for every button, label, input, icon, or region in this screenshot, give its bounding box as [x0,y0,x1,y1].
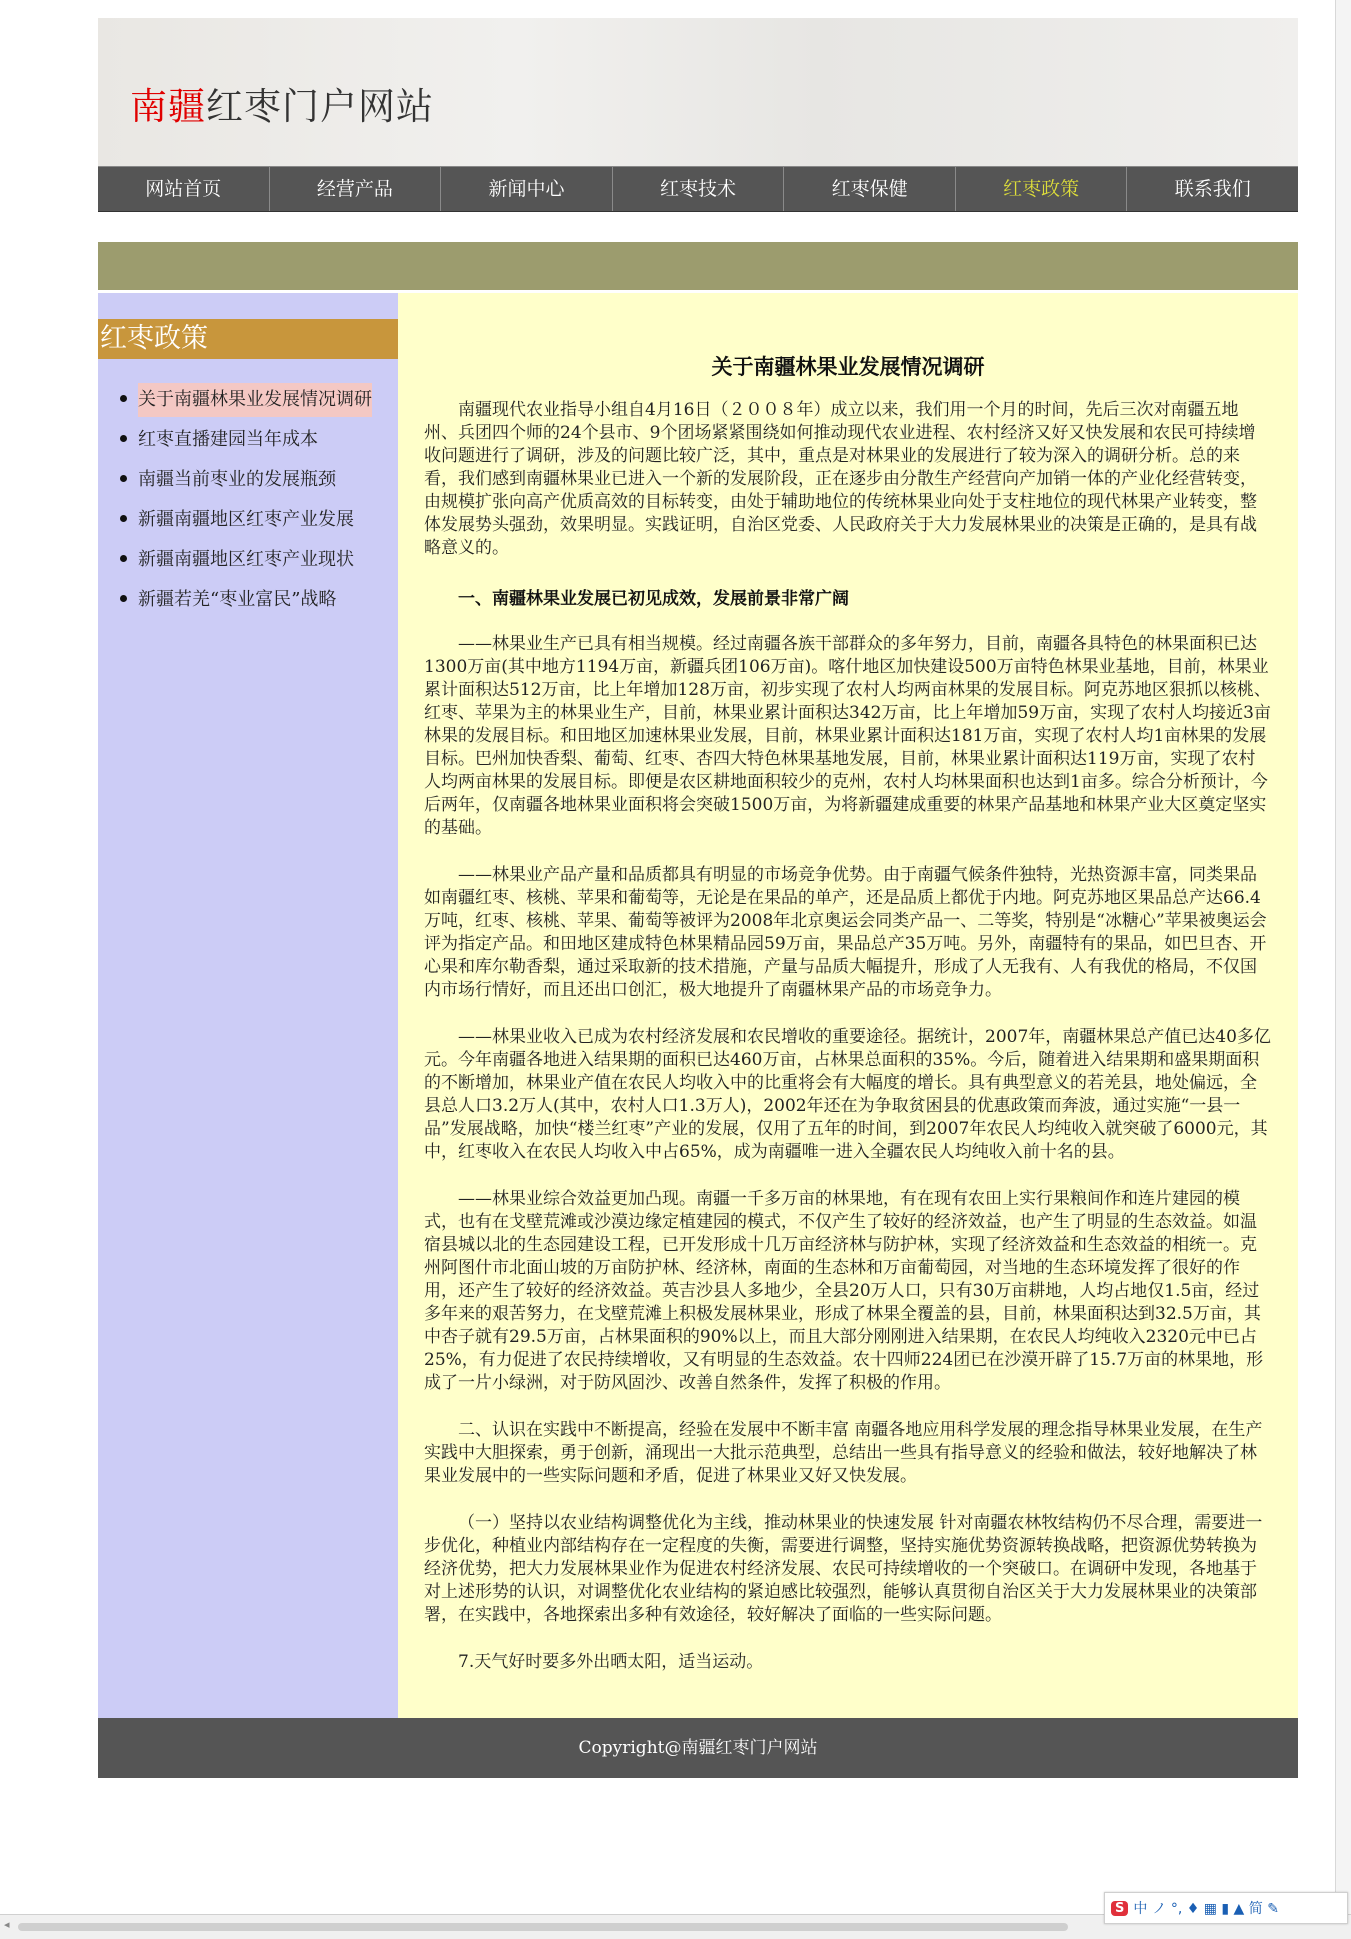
sidebar-title: 红枣政策 [98,319,398,359]
main-layout [98,293,1298,1718]
logo-text: 红枣门户网站 [206,85,434,128]
article-paragraph: 二、认识在实践中不断提高，经验在发展中不断丰富 南疆各地应用科学发展的理念指导林果业发展，在生产实践中大胆探索，勇于创新，涌现出一大批示范典型，总结出一些具有指导意义的经验和做法，较好地解决了林果业发展中的一些实际问题和矛盾，促进了林果业又好又快发展。 [424,1420,1263,1486]
logo-red-text: 南疆 [130,85,206,128]
sidebar-item[interactable] [98,503,398,543]
sidebar-item-label[interactable]: 新疆若羌“枣业富民”战略 [138,589,337,610]
page [98,18,1298,1778]
footer-copyright: Copyright@南疆红枣门户网站 [98,1718,1298,1778]
sidebar-item[interactable] [98,583,398,623]
article-paragraph: ——林果业综合效益更加凸现。南疆一千多万亩的林果地，有在现有农田上实行果粮间作和连片建园的模式，也有在戈壁荒滩或沙漠边缘定植建园的模式，不仅产生了较好的经济效益，也产生了明显的生态效益。如温宿县城以北的生态园建设工程，已开发形成十几万亩经济林与防护林，实现了经济效益和生态效益的相统一。克州阿图什市北面山坡的万亩防护林、经济林，南面的生态林和万亩葡萄园，对当地的生态环境发挥了很好的作用，还产生了较好的经济效益。英吉沙县人多地少，全县20万人口，只有30万亩耕地，人均占地仅1.5亩，经过多年来的艰苦努力，在戈壁荒滩上积极发展林果业，形成了林果全覆盖的县，目前，林果面积达到32.5万亩，其中杏子就有29.5万亩，占林果面积的90%以上，而且大部分刚刚进入结果期，在农民人均纯收入2320元中已占25%，有力促进了农民持续增收，又有明显的生态效益。农十四师224团已在沙漠开辟了15.7万亩的林果地，形成了一片小绿洲，对于防风固沙、改善自然条件，发挥了积极的作用。 [424,1189,1264,1393]
nav-products[interactable]: 经营产品 [270,167,442,211]
ime-tool-icons[interactable]: ノ °, ♦ ▦ ▮ ▲ 简 ✎ [1152,1901,1279,1917]
sidebar [98,293,398,1718]
vertical-scrollbar[interactable] [1335,0,1351,1938]
article-paragraph: （一）坚持以农业结构调整优化为主线，推动林果业的快速发展 针对南疆农林牧结构仍不尽合理，需要进一步优化，种植业内部结构存在一定程度的失衡，需要进行调整，坚持实施优势资源转换战略，把资源优势转换为经济优势，把大力发展林果业作为促进农村经济发展、农民可持续增收的一个突破口。在调研中发现，各地基于对上述形势的认识，对调整优化农业结构的紧迫感比较强烈，能够认真贯彻自治区关于大力发展林果业的决策部署，在实践中，各地探索出多种有效途径，较好解决了面临的一些实际问题。 [424,1513,1263,1625]
sogou-logo-icon[interactable]: S [1111,1901,1128,1916]
ime-toolbar[interactable] [1104,1892,1348,1924]
sidebar-item[interactable] [98,423,398,463]
sidebar-item[interactable] [98,383,398,423]
sidebar-item-label[interactable]: 南疆当前枣业的发展瓶颈 [138,469,336,490]
article-section-heading: 一、南疆林果业发展已初见成效，发展前景非常广阔 [458,589,849,609]
header-banner [98,18,1298,166]
nav-contact[interactable]: 联系我们 [1174,178,1251,200]
sidebar-item-label[interactable]: 新疆南疆地区红枣产业现状 [138,549,354,570]
nav-technology[interactable]: 红枣技术 [613,167,785,211]
ime-mode-label[interactable]: 中 [1133,1901,1148,1917]
article-paragraph: ——林果业收入已成为农村经济发展和农民增收的重要途径。据统计，2007年，南疆林果总产值已达40多亿元。今年南疆各地进入结果期的面积已达460万亩，占林果总面积的35%。今后，随着进入结果期和盛果期面积的不断增加，林果业产值在农民人均收入中的比重将会有大幅度的增长。具有典型意义的若羌县，地处偏远，全县总人口3.2万人(其中，农村人口1.3万人)，2002年还在为争取贫困县的优惠政策而奔波，通过实施“一县一品”发展战略，加快“楼兰红枣”产业的发展，仅用了五年的时间，到2007年农民人均纯收入就突破了6000元，其中，红枣收入在农民人均收入中占65%，成为南疆唯一进入全疆农民人均纯收入前十名的县。 [424,1027,1271,1162]
scroll-left-icon[interactable]: ◂ [4,1918,10,1931]
article-title: 关于南疆林果业发展情况调研 [711,354,985,379]
site-logo[interactable] [130,76,434,130]
nav-home[interactable]: 网站首页 [98,167,270,211]
sidebar-item[interactable] [98,543,398,583]
scroll-thumb[interactable] [18,1923,1068,1931]
article-paragraph: 南疆现代农业指导小组自4月16日（２００８年）成立以来，我们用一个月的时间，先后三次对南疆五地州、兵团四个师的24个县市、9个团场紧紧围绕如何推动现代农业进程、农村经济又好又快发展和农民可持续增收问题进行了调研，涉及的问题比较广泛，其中，重点是对林果业的发展进行了较为深入的调研分析。总的来看，我们感到南疆林果业已进入一个新的发展阶段，正在逐步由分散生产经营向产加销一体的产业化经营转变，由规模扩张向高产优质高效的目标转变，由处于辅助地位的传统林果业向处于支柱地位的现代林果产业转变，整体发展势头强劲，效果明显。实践证明，自治区党委、人民政府关于大力发展林果业的决策是正确的，是具有战略意义的。 [424,400,1257,558]
article-paragraph: ——林果业生产已具有相当规模。经过南疆各族干部群众的多年努力，目前，南疆各具特色的林果面积已达1300万亩(其中地方1194万亩，新疆兵团106万亩)。喀什地区加快建设500万亩特色林果业基地，目前，林果业累计面积达512万亩，比上年增加128万亩，初步实现了农村人均两亩林果的发展目标。阿克苏地区狠抓以核桃、红枣、苹果为主的林果业生产，目前，林果业累计面积达342万亩，比上年增加59万亩，实现了农村人均接近3亩林果的发展目标。和田地区加速林果业发展，目前，林果业累计面积达181万亩，实现了农村人均1亩林果的发展目标。巴州加快香梨、葡萄、红枣、杏四大特色林果基地发展，目前，林果业累计面积达119万亩，实现了农村人均两亩林果的发展目标。即便是农区耕地面积较少的克州，农村人均林果面积也达到1亩多。综合分析预计，今后两年，仅南疆各地林果业面积将会突破1500万亩，为将新疆建成重要的林果产品基地和林果产业大区奠定坚实的基础。 [424,634,1271,838]
article-paragraph: ——林果业产品产量和品质都具有明显的市场竞争优势。由于南疆气候条件独特，光热资源丰富，同类果品如南疆红枣、核桃、苹果和葡萄等，无论是在果品的单产，还是品质上都优于内地。阿克苏地区果品总产达66.4万吨，红枣、核桃、苹果、葡萄等被评为2008年北京奥运会同类产品一、二等奖，特别是“冰糖心”苹果被奥运会评为指定产品。和田地区建成特色林果精品园59万亩，果品总产35万吨。另外，南疆特有的果品，如巴旦杏、开心果和库尔勒香梨，通过采取新的技术措施，产量与品质大幅提升，形成了人无我有、人有我优的格局，不仅国内市场行情好，而且还出口创汇，极大地提升了南疆林果产品的市场竞争力。 [424,865,1267,1000]
nav-health[interactable]: 红枣保健 [784,167,956,211]
main-nav [98,166,1298,212]
decorative-strip [98,242,1298,290]
sidebar-item-label[interactable]: 红枣直播建园当年成本 [138,429,318,450]
sidebar-item-label[interactable]: 新疆南疆地区红枣产业发展 [138,509,354,530]
sidebar-list [98,383,398,623]
nav-policy[interactable]: 红枣政策 [956,167,1128,211]
article-content [398,293,1298,1718]
nav-news[interactable]: 新闻中心 [441,167,613,211]
sidebar-item[interactable] [98,463,398,503]
article-paragraph: 7.天气好时要多外出晒太阳，适当运动。 [458,1652,764,1672]
sidebar-item-label[interactable]: 关于南疆林果业发展情况调研 [138,383,372,417]
